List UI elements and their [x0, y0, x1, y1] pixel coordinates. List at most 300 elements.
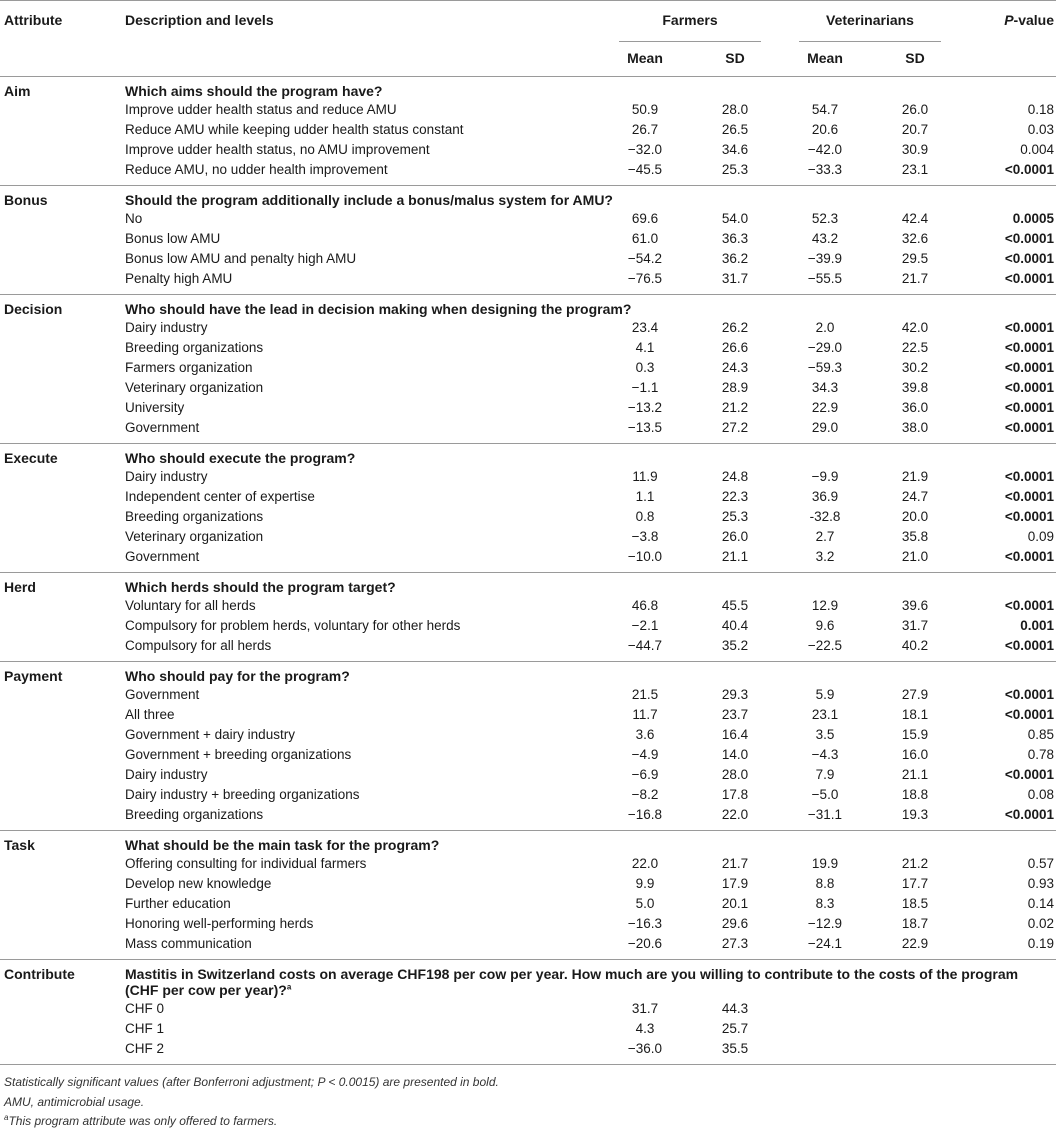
empty-cell	[0, 101, 121, 121]
subheader-blank-description	[121, 46, 600, 77]
empty-cell	[0, 746, 121, 766]
attribute-question	[121, 186, 1056, 211]
subheader-blank-pvalue	[960, 46, 1056, 77]
veterinarians-sd: 18.1	[901, 707, 929, 722]
veterinarians-sd: 21.7	[901, 271, 929, 286]
table-row	[0, 210, 1056, 230]
empty-cell	[0, 250, 121, 270]
farmers-sd: 14.0	[721, 747, 749, 762]
footnote-a-text: This program attribute was only offered to farmers.	[8, 1114, 278, 1128]
veterinarians-mean: 2.0	[815, 320, 835, 335]
section-question-row	[0, 573, 1056, 598]
farmers-mean: 31.7	[631, 1001, 659, 1016]
veterinarians-sd: 42.4	[901, 211, 929, 226]
veterinarians-mean: 8.8	[815, 876, 835, 891]
section-herd	[0, 573, 1056, 662]
p-value: 0.93	[1027, 876, 1054, 891]
level-label: Bonus low AMU and penalty high AMU	[125, 251, 357, 266]
empty-cell	[0, 597, 121, 617]
veterinarians-mean: 2.7	[815, 529, 835, 544]
table-row	[0, 895, 1056, 915]
veterinarians-sd: 21.2	[901, 856, 929, 871]
veterinarians-mean: −39.9	[807, 251, 843, 266]
veterinarians-mean: -32.8	[809, 509, 841, 524]
veterinarians-sd	[870, 1020, 960, 1040]
table-row	[0, 548, 1056, 573]
empty-cell	[0, 161, 121, 186]
veterinarians-sd: 42.0	[901, 320, 929, 335]
level-label: Independent center of expertise	[125, 489, 315, 504]
table-row	[0, 1000, 1056, 1020]
empty-cell	[0, 319, 121, 339]
veterinarians-sd: 23.1	[901, 162, 929, 177]
level-label: Government + dairy industry	[125, 727, 295, 742]
table-row	[0, 806, 1056, 831]
veterinarians-sd: 36.0	[901, 400, 929, 415]
level-label: Farmers organization	[125, 360, 253, 375]
level-label: Breeding organizations	[125, 340, 264, 355]
farmers-mean: −4.9	[631, 747, 659, 762]
table-header	[0, 1, 1056, 77]
farmers-sd: 36.3	[721, 231, 749, 246]
farmers-mean: −44.7	[627, 638, 663, 653]
level-label: Veterinary organization	[125, 529, 264, 544]
table-row	[0, 935, 1056, 960]
farmers-mean: −20.6	[627, 936, 663, 951]
table-row	[0, 468, 1056, 488]
empty-cell	[0, 528, 121, 548]
table-row	[0, 508, 1056, 528]
table-row	[0, 319, 1056, 339]
p-value: <0.0001	[1004, 638, 1054, 653]
attribute-name: Herd	[4, 579, 36, 595]
table-row	[0, 250, 1056, 270]
veterinarians-sd	[870, 1040, 960, 1065]
veterinarians-mean: 9.6	[815, 618, 835, 633]
farmers-sd: 29.3	[721, 687, 749, 702]
farmers-sd: 22.0	[721, 807, 749, 822]
table-row	[0, 1020, 1056, 1040]
empty-cell	[0, 468, 121, 488]
farmers-mean: −6.9	[631, 767, 659, 782]
level-label: All three	[125, 707, 175, 722]
attribute-name: Decision	[4, 301, 63, 317]
farmers-sd: 28.0	[721, 102, 749, 117]
table-row	[0, 161, 1056, 186]
p-value: <0.0001	[1004, 707, 1054, 722]
p-value: 0.001	[1020, 618, 1054, 633]
farmers-mean: 0.8	[635, 509, 655, 524]
veterinarians-sd: 39.8	[901, 380, 929, 395]
farmers-mean: 0.3	[635, 360, 655, 375]
attribute-name: Aim	[4, 83, 31, 99]
farmers-sd: 26.0	[721, 529, 749, 544]
attribute-name: Task	[4, 837, 35, 853]
farmers-mean: −13.5	[627, 420, 663, 435]
table-row	[0, 339, 1056, 359]
farmers-sd: 25.3	[721, 509, 749, 524]
table-row	[0, 915, 1056, 935]
farmers-sd: 44.3	[721, 1001, 749, 1016]
table-row	[0, 419, 1056, 444]
p-value	[960, 1000, 1056, 1020]
veterinarians-mean	[780, 1040, 870, 1065]
table-row	[0, 270, 1056, 295]
farmers-sd: 16.4	[721, 727, 749, 742]
veterinarians-mean: −59.3	[807, 360, 843, 375]
level-label: Breeding organizations	[125, 509, 264, 524]
table-row	[0, 359, 1056, 379]
veterinarians-mean: 22.9	[811, 400, 839, 415]
veterinarians-mean: 34.3	[811, 380, 839, 395]
farmers-mean: 5.0	[635, 896, 655, 911]
farmers-mean: −16.3	[627, 916, 663, 931]
header-veterinarians-group	[780, 1, 960, 47]
table-row	[0, 488, 1056, 508]
table-row	[0, 1040, 1056, 1065]
subheader-farmers-sd: SD	[690, 46, 780, 77]
farmers-sd: 28.0	[721, 767, 749, 782]
farmers-mean: −32.0	[627, 142, 663, 157]
level-label: Develop new knowledge	[125, 876, 272, 891]
veterinarians-sd	[870, 1000, 960, 1020]
attribute-question	[121, 960, 1056, 1001]
farmers-mean: 22.0	[631, 856, 659, 871]
p-value: <0.0001	[1004, 251, 1054, 266]
veterinarians-sd: 40.2	[901, 638, 929, 653]
question-text: Which herds should the program target?	[125, 579, 396, 595]
farmers-mean: −8.2	[631, 787, 659, 802]
section-task	[0, 831, 1056, 960]
table-row	[0, 766, 1056, 786]
empty-cell	[0, 359, 121, 379]
level-label: Voluntary for all herds	[125, 598, 256, 613]
section-question-row	[0, 77, 1056, 102]
farmers-sd: 20.1	[721, 896, 749, 911]
question-text: Mastitis in Switzerland costs on average CHF198 per cow per year. How much are you willing to contribute to the costs of the program (CHF per cow per year)?	[125, 966, 1019, 998]
veterinarians-sd: 18.7	[901, 916, 929, 931]
veterinarians-sd: 32.6	[901, 231, 929, 246]
table-row	[0, 399, 1056, 419]
farmers-sd: 29.6	[721, 916, 749, 931]
veterinarians-mean: 3.5	[815, 727, 835, 742]
header-pvalue	[960, 1, 1056, 47]
subheader-veterinarians-sd: SD	[870, 46, 960, 77]
farmers-sd: 22.3	[721, 489, 749, 504]
veterinarians-sd: 26.0	[901, 102, 929, 117]
veterinarians-sd: 19.3	[901, 807, 929, 822]
farmers-sd: 27.2	[721, 420, 749, 435]
p-value: 0.02	[1027, 916, 1054, 931]
level-label: Improve udder health status and reduce AMU	[125, 102, 397, 117]
table-row	[0, 726, 1056, 746]
farmers-mean: 1.1	[635, 489, 655, 504]
veterinarians-sd: 24.7	[901, 489, 929, 504]
veterinarians-mean: −5.0	[811, 787, 839, 802]
veterinarians-mean: −9.9	[811, 469, 839, 484]
veterinarians-mean: 29.0	[811, 420, 839, 435]
subheader-farmers-mean: Mean	[600, 46, 690, 77]
empty-cell	[0, 935, 121, 960]
subheader-blank-attribute	[0, 46, 121, 77]
table-row	[0, 101, 1056, 121]
p-value: <0.0001	[1004, 509, 1054, 524]
level-label: Penalty high AMU	[125, 271, 233, 286]
question-text: Who should execute the program?	[125, 450, 356, 466]
veterinarians-sd: 21.1	[901, 767, 929, 782]
veterinarians-mean: 43.2	[811, 231, 839, 246]
veterinarians-sd: 30.9	[901, 142, 929, 157]
section-bonus	[0, 186, 1056, 295]
level-label: Government	[125, 687, 200, 702]
attribute-question	[121, 573, 1056, 598]
p-value: 0.85	[1027, 727, 1054, 742]
section-question-row	[0, 960, 1056, 1001]
p-value: <0.0001	[1004, 489, 1054, 504]
question-text: Who should have the lead in decision making when designing the program?	[125, 301, 632, 317]
farmers-mean: 11.7	[632, 707, 658, 722]
empty-cell	[0, 488, 121, 508]
p-value: 0.78	[1027, 747, 1054, 762]
empty-cell	[0, 270, 121, 295]
veterinarians-sd: 22.9	[901, 936, 929, 951]
veterinarians-sd: 27.9	[901, 687, 929, 702]
empty-cell	[0, 637, 121, 662]
attribute-name: Payment	[4, 668, 63, 684]
question-text: Who should pay for the program?	[125, 668, 350, 684]
veterinarians-mean: 12.9	[811, 598, 839, 613]
empty-cell	[0, 121, 121, 141]
table-row	[0, 686, 1056, 706]
veterinarians-mean: −31.1	[807, 807, 843, 822]
veterinarians-mean: −22.5	[807, 638, 843, 653]
level-label: Government + breeding organizations	[125, 747, 352, 762]
farmers-sd: 23.7	[721, 707, 749, 722]
empty-cell	[0, 339, 121, 359]
veterinarians-mean: 8.3	[815, 896, 835, 911]
farmers-sd: 21.2	[721, 400, 749, 415]
p-value: <0.0001	[1004, 767, 1054, 782]
veterinarians-mean: −12.9	[807, 916, 843, 931]
level-label: Dairy industry	[125, 320, 208, 335]
level-label: Dairy industry + breeding organizations	[125, 787, 360, 802]
p-value: <0.0001	[1004, 420, 1054, 435]
farmers-mean: 46.8	[631, 598, 659, 613]
veterinarians-mean: 54.7	[811, 102, 839, 117]
veterinarians-mean: 36.9	[811, 489, 839, 504]
p-value: 0.09	[1027, 529, 1054, 544]
footnote-significance: Statistically significant values (after Bonferroni adjustment; P < 0.0015) are presented in bold.	[4, 1075, 499, 1089]
p-value: 0.57	[1027, 856, 1054, 871]
level-label: Compulsory for problem herds, voluntary for other herds	[125, 618, 461, 633]
section-execute	[0, 444, 1056, 573]
farmers-mean: 50.9	[631, 102, 659, 117]
section-contribute	[0, 960, 1056, 1065]
section-question-row	[0, 831, 1056, 856]
farmers-mean: −76.5	[627, 271, 663, 286]
level-label: No	[125, 211, 143, 226]
farmers-sd: 35.5	[721, 1041, 749, 1056]
p-value: 0.18	[1027, 102, 1054, 117]
empty-cell	[0, 706, 121, 726]
veterinarians-mean: −4.3	[811, 747, 839, 762]
empty-cell	[0, 895, 121, 915]
empty-cell	[0, 230, 121, 250]
veterinarians-sd: 29.5	[901, 251, 929, 266]
veterinarians-mean: −29.0	[807, 340, 843, 355]
empty-cell	[0, 548, 121, 573]
farmers-sd: 21.7	[721, 856, 749, 871]
table-row	[0, 637, 1056, 662]
farmers-mean: 3.6	[635, 727, 655, 742]
farmers-sd: 27.3	[721, 936, 749, 951]
empty-cell	[0, 419, 121, 444]
level-label: University	[125, 400, 185, 415]
veterinarians-sd: 31.7	[901, 618, 929, 633]
header-attribute: Attribute	[0, 1, 121, 47]
p-value: <0.0001	[1004, 549, 1054, 564]
empty-cell	[0, 875, 121, 895]
table-row	[0, 706, 1056, 726]
question-text: Which aims should the program have?	[125, 83, 383, 99]
empty-cell	[0, 1000, 121, 1020]
farmers-sd: 26.2	[721, 320, 749, 335]
p-value: 0.03	[1027, 122, 1054, 137]
p-value: <0.0001	[1004, 320, 1054, 335]
veterinarians-sd: 38.0	[901, 420, 929, 435]
p-value: <0.0001	[1004, 271, 1054, 286]
p-value: <0.0001	[1004, 807, 1054, 822]
empty-cell	[0, 786, 121, 806]
level-label: CHF 2	[125, 1041, 165, 1056]
header-veterinarians: Veterinarians	[826, 12, 914, 28]
attribute-question	[121, 662, 1056, 687]
attribute-question	[121, 831, 1056, 856]
farmers-sd: 54.0	[721, 211, 749, 226]
header-pvalue-p: P	[1004, 12, 1014, 28]
farmers-mean: 4.3	[635, 1021, 655, 1036]
farmers-sd: 24.8	[721, 469, 749, 484]
level-label: Government	[125, 549, 200, 564]
veterinarians-sd: 21.0	[901, 549, 929, 564]
farmers-sd: 45.5	[721, 598, 749, 613]
farmers-mean: −10.0	[627, 549, 663, 564]
veterinarians-sd: 20.0	[901, 509, 929, 524]
veterinarians-mean	[780, 1020, 870, 1040]
p-value: 0.0005	[1012, 211, 1054, 226]
farmers-mean: −36.0	[627, 1041, 663, 1056]
subheader-veterinarians-mean: Mean	[780, 46, 870, 77]
level-label: CHF 0	[125, 1001, 165, 1016]
empty-cell	[0, 508, 121, 528]
farmers-sd: 17.9	[721, 876, 749, 891]
veterinarians-mean: 7.9	[815, 767, 835, 782]
farmers-sd: 21.1	[721, 549, 749, 564]
attribute-name: Bonus	[4, 192, 48, 208]
p-value: 0.14	[1027, 896, 1054, 911]
empty-cell	[0, 379, 121, 399]
veterinarians-mean	[780, 1000, 870, 1020]
farmers-sd: 36.2	[721, 251, 749, 266]
veterinarians-sd: 30.2	[901, 360, 929, 375]
level-label: Bonus low AMU	[125, 231, 221, 246]
header-pvalue-suffix: -value	[1013, 12, 1054, 28]
farmers-sd: 28.9	[721, 380, 749, 395]
level-label: Reduce AMU, no udder health improvement	[125, 162, 388, 177]
empty-cell	[0, 806, 121, 831]
p-value: <0.0001	[1004, 231, 1054, 246]
p-value: <0.0001	[1004, 380, 1054, 395]
table-row	[0, 121, 1056, 141]
header-farmers: Farmers	[662, 12, 718, 28]
farmers-sd: 26.6	[721, 340, 749, 355]
p-value: <0.0001	[1004, 469, 1054, 484]
level-label: Further education	[125, 896, 231, 911]
empty-cell	[0, 399, 121, 419]
level-label: CHF 1	[125, 1021, 165, 1036]
farmers-sd: 24.3	[721, 360, 749, 375]
header-veterinarians-underline	[799, 41, 941, 42]
level-label: Honoring well-performing herds	[125, 916, 314, 931]
veterinarians-mean: 5.9	[815, 687, 835, 702]
veterinarians-mean: −24.1	[807, 936, 843, 951]
farmers-mean: 21.5	[631, 687, 659, 702]
attribute-question	[121, 444, 1056, 469]
section-aim	[0, 77, 1056, 186]
farmers-mean: −16.8	[627, 807, 663, 822]
farmers-mean: −45.5	[627, 162, 663, 177]
section-question-row	[0, 295, 1056, 320]
farmers-sd: 34.6	[721, 142, 749, 157]
table-row	[0, 875, 1056, 895]
empty-cell	[0, 141, 121, 161]
veterinarians-sd: 18.8	[901, 787, 929, 802]
attribute-name: Execute	[4, 450, 58, 466]
farmers-sd: 35.2	[721, 638, 749, 653]
table-row	[0, 528, 1056, 548]
veterinarians-sd: 15.9	[901, 727, 929, 742]
section-question-row	[0, 444, 1056, 469]
veterinarians-sd: 20.7	[901, 122, 929, 137]
veterinarians-mean: 3.2	[815, 549, 835, 564]
p-value: <0.0001	[1004, 360, 1054, 375]
farmers-mean: −3.8	[631, 529, 659, 544]
p-value: 0.004	[1020, 142, 1054, 157]
veterinarians-sd: 17.7	[901, 876, 929, 891]
attribute-question	[121, 295, 1056, 320]
empty-cell	[0, 617, 121, 637]
question-text: What should be the main task for the program?	[125, 837, 440, 853]
table-row	[0, 855, 1056, 875]
level-label: Dairy industry	[125, 469, 208, 484]
empty-cell	[0, 1020, 121, 1040]
farmers-sd: 17.8	[721, 787, 749, 802]
empty-cell	[0, 686, 121, 706]
farmers-sd: 40.4	[721, 618, 749, 633]
p-value: <0.0001	[1004, 340, 1054, 355]
level-label: Reduce AMU while keeping udder health status constant	[125, 122, 464, 137]
section-payment	[0, 662, 1056, 831]
empty-cell	[0, 1040, 121, 1065]
veterinarians-sd: 21.9	[901, 469, 929, 484]
level-label: Offering consulting for individual farmers	[125, 856, 367, 871]
table-row	[0, 786, 1056, 806]
veterinarians-sd: 22.5	[901, 340, 929, 355]
farmers-mean: −54.2	[627, 251, 663, 266]
veterinarians-mean: −33.3	[807, 162, 843, 177]
empty-cell	[0, 726, 121, 746]
farmers-sd: 25.3	[721, 162, 749, 177]
